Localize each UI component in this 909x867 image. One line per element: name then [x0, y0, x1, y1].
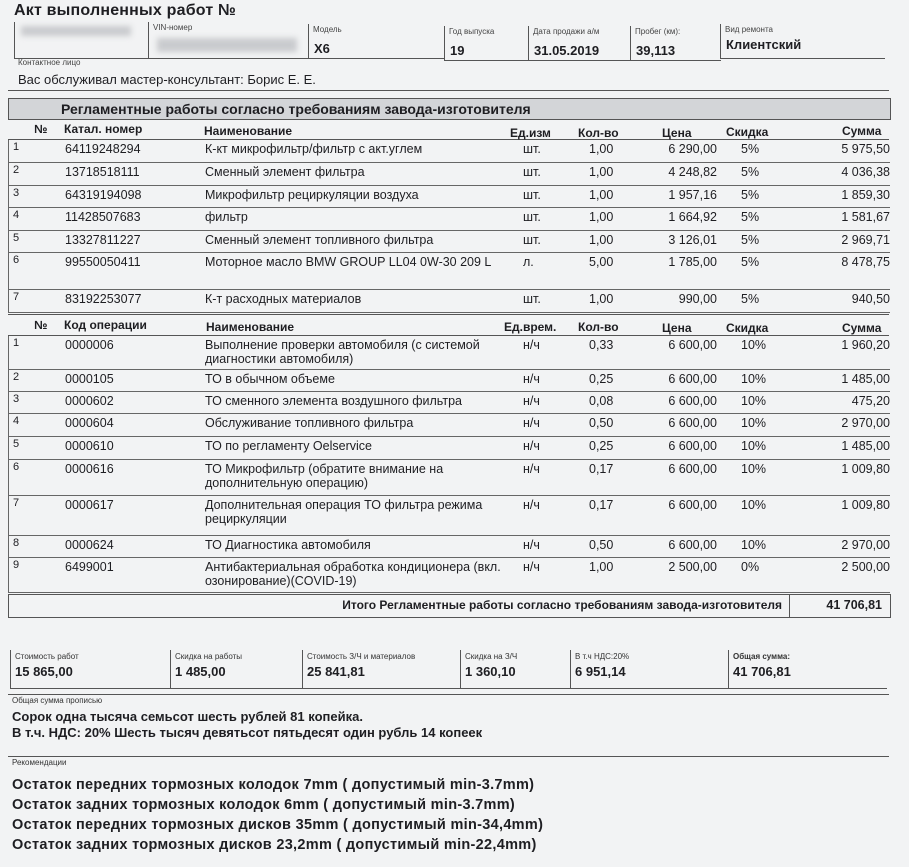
table-row — [8, 460, 890, 496]
parts-cell-name: К-т расходных материалов — [205, 292, 362, 306]
table-row — [8, 558, 890, 593]
ops-col-qty: Кол-во — [578, 320, 619, 334]
ops-cell-name: ТО по регламенту Oelservice — [205, 439, 372, 453]
ops-cell-disc: 10% — [741, 394, 767, 408]
words-label: Общая сумма прописью — [12, 696, 103, 705]
parts-cell-n: 5 — [13, 232, 20, 244]
ops-col-code: Код операции — [64, 318, 147, 332]
ops-cell-price: 6 600,00 — [668, 338, 717, 352]
parts-cell-code: 99550050411 — [65, 255, 141, 269]
ops-cell-code: 0000616 — [65, 462, 114, 476]
parts-cell-n: 4 — [13, 209, 20, 221]
ops-cell-unit: н/ч — [523, 462, 540, 476]
parts-cell-sum: 4 036,38 — [841, 165, 890, 179]
ops-cell-qty: 0,17 — [589, 462, 614, 476]
parts-cell-qty: 1,00 — [589, 188, 614, 202]
parts-cell-code: 13327811227 — [65, 233, 141, 247]
summary-label-work-discount: Скидка на работы — [175, 652, 243, 661]
ops-cell-price: 6 600,00 — [668, 416, 717, 430]
parts-cell-price: 1 957,16 — [668, 188, 717, 202]
contact-label: Контактное лицо — [18, 58, 81, 67]
table-row — [8, 186, 890, 208]
header-value-sale-date: 31.05.2019 — [534, 43, 600, 58]
ops-cell-disc: 10% — [741, 538, 767, 552]
parts-cell-qty: 5,00 — [589, 255, 614, 269]
ops-cell-disc: 10% — [741, 372, 767, 386]
parts-cell-qty: 1,00 — [589, 165, 614, 179]
ops-cell-name: Обслуживание топливного фильтра — [205, 416, 414, 430]
table-row — [8, 253, 890, 290]
parts-cell-name: Сменный элемент топливного фильтра — [205, 233, 434, 247]
ops-cell-code: 0000602 — [65, 394, 114, 408]
ops-col-n: № — [34, 318, 48, 332]
ops-cell-code: 0000617 — [65, 498, 114, 512]
parts-col-sum: Сумма — [842, 124, 882, 138]
total-label: Итого Регламентные работы согласно требованиям завода-изготовителя — [342, 598, 782, 612]
parts-cell-qty: 1,00 — [589, 210, 614, 224]
parts-col-unit: Ед.изм — [510, 126, 551, 140]
ops-cell-name: ТО Микрофильтр (обратите внимание на дополнительную операцию) — [205, 462, 444, 490]
header-field-model — [308, 24, 445, 59]
parts-cell-sum: 1 581,67 — [841, 210, 890, 224]
parts-cell-n: 2 — [13, 164, 20, 176]
parts-cell-code: 64119248294 — [65, 142, 141, 156]
parts-cell-price: 4 248,82 — [668, 165, 717, 179]
summary-label-total: Общая сумма: — [733, 652, 790, 661]
ops-cell-price: 6 600,00 — [668, 498, 717, 512]
contact-value: Вас обслуживал мастер-консультант: Борис Е. Е. — [18, 72, 316, 87]
parts-col-name: Наименование — [204, 124, 293, 138]
table-row — [8, 536, 890, 558]
parts-col-discount: Скидка — [726, 125, 769, 139]
ops-cell-unit: н/ч — [523, 416, 540, 430]
parts-cell-sum: 940,50 — [851, 292, 890, 306]
ops-cell-name: Выполнение проверки автомобиля (с системой диагностики автомобиля) — [205, 338, 480, 366]
parts-cell-sum: 5 975,50 — [841, 142, 890, 156]
table-row — [8, 414, 890, 437]
ops-cell-code: 0000610 — [65, 439, 114, 453]
recommendations-label: Рекомендации — [12, 758, 67, 767]
header-value-year: 19 — [450, 43, 465, 58]
parts-cell-price: 3 126,01 — [668, 233, 717, 247]
ops-cell-sum: 1 485,00 — [841, 439, 890, 453]
ops-cell-sum: 1 960,20 — [841, 338, 890, 352]
redacted-vin — [157, 38, 297, 52]
parts-cell-code: 83192253077 — [65, 292, 142, 306]
parts-cell-sum: 8 478,75 — [841, 255, 890, 269]
header-field-client — [14, 22, 149, 59]
ops-cell-price: 6 600,00 — [668, 462, 717, 476]
words-line-1: Сорок одна тысяча семьсот шесть рублей 81 копейка. — [12, 709, 363, 724]
ops-col-unit: Ед.врем. — [504, 320, 557, 334]
section-title: Регламентные работы согласно требованиям завода-изготовителя — [61, 101, 531, 117]
table-row — [8, 392, 890, 414]
parts-cell-unit: шт. — [523, 233, 541, 247]
ops-cell-sum: 2 970,00 — [841, 416, 890, 430]
header-field-sale-date — [528, 26, 631, 61]
ops-cell-disc: 10% — [741, 416, 767, 430]
table-row — [8, 140, 890, 163]
parts-cell-disc: 5% — [741, 188, 760, 202]
ops-col-sum: Сумма — [842, 321, 882, 335]
parts-cell-price: 1 785,00 — [668, 255, 717, 269]
header-field-mileage — [630, 26, 721, 61]
ops-cell-qty: 0,08 — [589, 394, 614, 408]
ops-cell-qty: 0,17 — [589, 498, 614, 512]
parts-cell-unit: шт. — [523, 210, 541, 224]
summary-value-parts-cost: 25 841,81 — [307, 664, 365, 679]
ops-cell-sum: 1 485,00 — [841, 372, 890, 386]
ops-cell-code: 6499001 — [65, 560, 114, 574]
parts-cell-n: 7 — [13, 291, 20, 303]
parts-col-qty: Кол-во — [578, 126, 619, 140]
divider — [8, 90, 889, 91]
total-row — [8, 594, 891, 618]
ops-cell-unit: н/ч — [523, 560, 540, 574]
total-value: 41 706,81 — [826, 598, 882, 612]
ops-cell-code: 0000604 — [65, 416, 114, 430]
ops-cell-disc: 10% — [741, 338, 767, 352]
section-title-band — [8, 98, 891, 120]
ops-cell-n: 8 — [13, 537, 20, 549]
recommendation-line: Остаток задних тормозных дисков 23,2mm ( допустимый min-22,4mm) — [12, 837, 537, 853]
ops-cell-n: 6 — [13, 461, 20, 473]
recommendation-line: Остаток задних тормозных колодок 6mm ( допустимый min-3.7mm) — [12, 797, 516, 813]
summary-value-work-discount: 1 485,00 — [175, 664, 226, 679]
ops-cell-name: ТО в обычном объеме — [205, 372, 335, 386]
ops-cell-price: 6 600,00 — [668, 538, 717, 552]
ops-col-discount: Скидка — [726, 321, 769, 335]
table-row — [8, 163, 890, 186]
parts-col-code: Катал. номер — [64, 122, 143, 136]
parts-cell-qty: 1,00 — [589, 292, 614, 306]
ops-cell-price: 6 600,00 — [668, 372, 717, 386]
parts-cell-n: 1 — [13, 141, 20, 153]
ops-cell-sum: 2 970,00 — [841, 538, 890, 552]
summary-value-total: 41 706,81 — [733, 664, 791, 679]
header-label-repair-type: Вид ремонта — [725, 25, 773, 34]
parts-cell-unit: шт. — [523, 165, 541, 179]
amount-in-words — [8, 694, 889, 743]
summary-value-parts-discount: 1 360,10 — [465, 664, 516, 679]
header-label-sale-date: Дата продажи а/м — [533, 27, 600, 36]
ops-cell-unit: н/ч — [523, 338, 540, 352]
ops-cell-sum: 2 500,00 — [841, 560, 890, 574]
parts-cell-code: 13718518111 — [65, 165, 140, 179]
summary-parts-cost — [302, 650, 461, 689]
parts-cell-name: К-кт микрофильтр/фильтр с акт.углем — [205, 142, 423, 156]
header-label-year: Год выпуска — [449, 27, 495, 36]
summary-value-work-cost: 15 865,00 — [15, 664, 73, 679]
parts-cell-code: 64319194098 — [65, 188, 142, 202]
parts-cell-unit: шт. — [523, 292, 541, 306]
ops-cell-unit: н/ч — [523, 439, 540, 453]
parts-cell-unit: л. — [523, 255, 534, 269]
summary-parts-discount — [460, 650, 571, 689]
header-field-year — [444, 26, 529, 61]
ops-col-price: Цена — [662, 321, 692, 335]
parts-cell-disc: 5% — [741, 210, 760, 224]
parts-cell-price: 990,00 — [678, 292, 717, 306]
ops-cell-qty: 1,00 — [589, 560, 614, 574]
ops-cell-qty: 0,33 — [589, 338, 614, 352]
ops-cell-n: 2 — [13, 371, 20, 383]
parts-header — [8, 119, 889, 140]
parts-col-n: № — [34, 122, 48, 136]
ops-cell-n: 4 — [13, 415, 20, 427]
header-label-model: Модель — [313, 25, 342, 34]
summary-label-work-cost: Стоимость работ — [15, 652, 79, 661]
ops-cell-disc: 0% — [741, 560, 760, 574]
words-line-2: В т.ч. НДС: 20% Шесть тысяч девятьсот пятьдесят один рубль 14 копеек — [12, 725, 483, 740]
ops-cell-qty: 0,50 — [589, 416, 614, 430]
parts-cell-sum: 2 969,71 — [841, 233, 890, 247]
ops-cell-code: 0000105 — [65, 372, 114, 386]
recommendation-line: Остаток передних тормозных дисков 35mm ( допустимый min-34,4mm) — [12, 817, 544, 833]
header-value-model: X6 — [314, 41, 330, 56]
parts-cell-name: Сменный элемент фильтра — [205, 165, 365, 179]
parts-cell-name: Микрофильтр рециркуляции воздуха — [205, 188, 419, 202]
ops-cell-qty: 0,25 — [589, 372, 614, 386]
ops-cell-price: 6 600,00 — [668, 439, 717, 453]
table-row — [8, 370, 890, 392]
recommendation-line: Остаток передних тормозных колодок 7mm ( допустимый min-3.7mm) — [12, 777, 535, 793]
parts-cell-disc: 5% — [741, 292, 760, 306]
ops-cell-disc: 10% — [741, 462, 767, 476]
ops-cell-n: 3 — [13, 393, 20, 405]
parts-cell-price: 1 664,92 — [668, 210, 717, 224]
ops-cell-unit: н/ч — [523, 394, 540, 408]
ops-cell-code: 0000624 — [65, 538, 114, 552]
header-label-vin: VIN-номер — [153, 23, 193, 32]
parts-cell-price: 6 290,00 — [668, 142, 717, 156]
ops-cell-name: Антибактериальная обработка кондиционера (вкл. озонирование)(COVID-19) — [205, 560, 501, 588]
summary-label-parts-discount: Скидка на З/Ч — [465, 652, 518, 661]
ops-cell-qty: 0,50 — [589, 538, 614, 552]
ops-cell-n: 7 — [13, 497, 20, 509]
header-field-vin — [148, 22, 309, 59]
parts-cell-unit: шт. — [523, 188, 541, 202]
summary-work-cost — [10, 650, 171, 689]
summary-label-parts-cost: Стоимость З/Ч и материалов — [307, 652, 416, 661]
table-row — [8, 336, 890, 370]
ops-cell-unit: н/ч — [523, 372, 540, 386]
ops-cell-sum: 475,20 — [851, 394, 890, 408]
header-value-mileage: 39,113 — [636, 43, 676, 58]
parts-cell-qty: 1,00 — [589, 233, 614, 247]
ops-cell-n: 9 — [13, 559, 20, 571]
summary-value-vat: 6 951,14 — [575, 664, 626, 679]
ops-cell-unit: н/ч — [523, 498, 540, 512]
header-value-repair-type: Клиентский — [726, 37, 802, 52]
parts-cell-unit: шт. — [523, 142, 541, 156]
parts-cell-disc: 5% — [741, 142, 760, 156]
parts-cell-name: Моторное масло BMW GROUP LL04 0W-30 209 L — [205, 255, 492, 269]
redacted-client — [21, 26, 131, 36]
ops-cell-sum: 1 009,80 — [841, 462, 890, 476]
ops-cell-code: 0000006 — [65, 338, 114, 352]
ops-cell-name: ТО Диагностика автомобиля — [205, 538, 371, 552]
table-row — [8, 290, 890, 313]
ops-cell-name: Дополнительная операция ТО фильтра режима рециркуляции — [205, 498, 483, 526]
document-title: Акт выполненных работ № — [14, 2, 237, 19]
summary-work-discount — [170, 650, 303, 689]
parts-cell-n: 6 — [13, 254, 20, 266]
parts-cell-name: фильтр — [205, 210, 248, 224]
ops-cell-price: 6 600,00 — [668, 394, 717, 408]
ops-cell-n: 1 — [13, 337, 20, 349]
parts-cell-code: 11428507683 — [65, 210, 141, 224]
parts-col-price: Цена — [662, 126, 692, 140]
parts-cell-sum: 1 859,30 — [841, 188, 890, 202]
ops-cell-sum: 1 009,80 — [841, 498, 890, 512]
ops-cell-disc: 10% — [741, 498, 767, 512]
ops-cell-price: 2 500,00 — [668, 560, 717, 574]
parts-cell-disc: 5% — [741, 233, 760, 247]
ops-cell-qty: 0,25 — [589, 439, 614, 453]
ops-cell-name: ТО сменного элемента воздушного фильтра — [205, 394, 462, 408]
header-field-repair-type — [720, 24, 885, 59]
table-row — [8, 231, 890, 253]
parts-cell-qty: 1,00 — [589, 142, 614, 156]
ops-col-name: Наименование — [206, 320, 295, 334]
ops-cell-n: 5 — [13, 438, 20, 450]
recommendations — [8, 756, 889, 863]
ops-cell-unit: н/ч — [523, 538, 540, 552]
table-row — [8, 496, 890, 536]
table-row — [8, 208, 890, 231]
ops-header — [8, 314, 889, 336]
parts-cell-disc: 5% — [741, 255, 760, 269]
summary-vat — [570, 650, 729, 689]
parts-cell-disc: 5% — [741, 165, 760, 179]
total-separator — [789, 595, 790, 617]
summary-total — [728, 650, 887, 689]
header-label-mileage: Пробег (км): — [635, 27, 681, 36]
table-row — [8, 437, 890, 460]
parts-cell-n: 3 — [13, 187, 20, 199]
ops-cell-disc: 10% — [741, 439, 767, 453]
summary-label-vat: В т.ч НДС:20% — [575, 652, 630, 661]
